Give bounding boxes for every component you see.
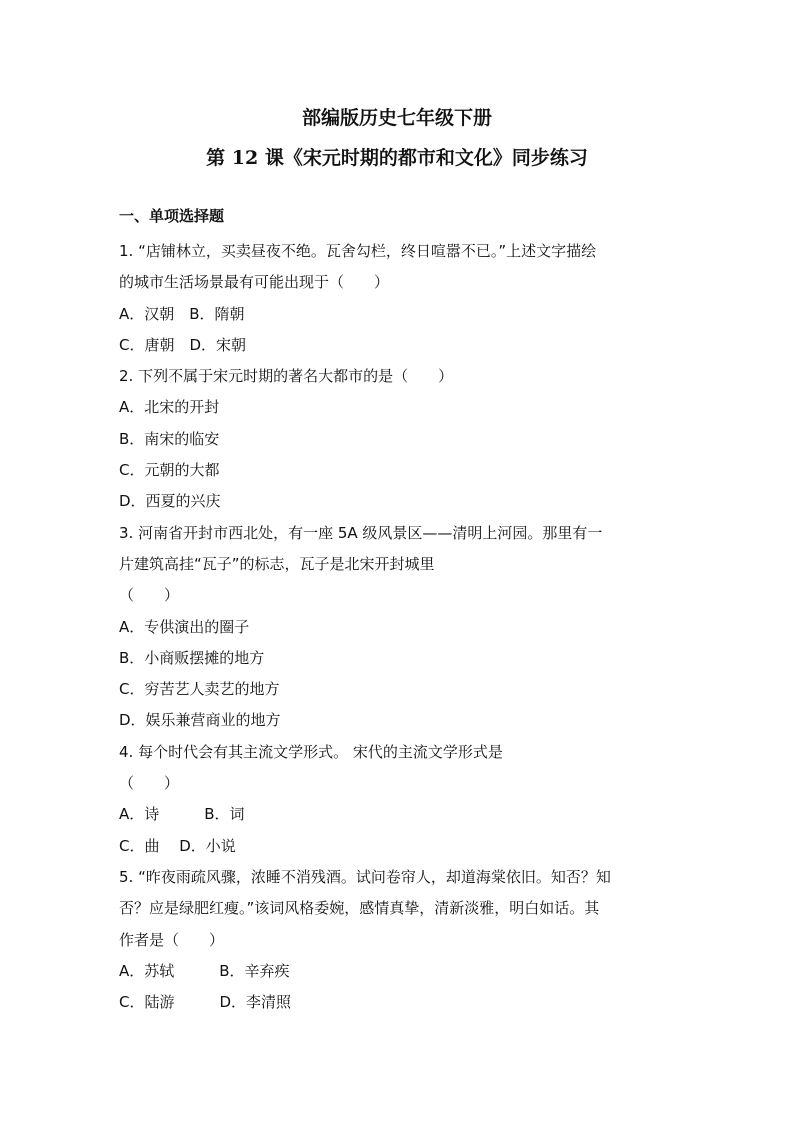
question-2-option-d: D．西夏的兴庆 [119,492,221,511]
question-5-options-ab: A．苏轼 B．辛弃疾 [119,961,290,980]
question-3-option-a: A．专供演出的圈子 [119,617,250,636]
question-5-options-cd: C．陆游 D．李清照 [119,993,292,1012]
question-3-option-c: C．穷苦艺人卖艺的地方 [119,680,280,699]
question-2-option-b: B．南宋的临安 [119,429,220,448]
question-5-stem-cont: 否？应是绿肥红瘦。”该词风格委婉，感情真挚，清新淡雅，明白如话。其 [119,899,600,918]
question-3-option-d: D．娱乐兼营商业的地方 [119,711,281,730]
question-5-stem-end: 作者是（ ） [119,930,225,949]
question-2-option-a: A．北宋的开封 [119,398,220,417]
question-1-options-cd: C．唐朝 D．宋朝 [119,335,247,354]
document-subtitle: 第 12 课《宋元时期的都市和文化》同步练习 [206,147,588,169]
question-4-options-cd: C．曲 D．小说 [119,836,236,855]
question-5-stem: 5. “昨夜雨疏风骤，浓睡不消残酒。试问卷帘人，却道海棠依旧。知否？知 [119,867,611,886]
section-heading: 一、单项选择题 [119,207,225,225]
question-2-option-c: C．元朝的大都 [119,461,220,480]
question-3-option-b: B．小商贩摆摊的地方 [119,648,265,667]
question-3-stem-cont: 片建筑高挂“瓦子”的标志，瓦子是北宋开封城里 [119,554,435,573]
document-title: 部编版历史七年级下册 [301,107,492,129]
question-3-blank: （ ） [119,586,180,605]
question-2-stem: 2. 下列不属于宋元时期的著名大都市的是（ ） [119,367,454,386]
question-4-blank: （ ） [119,774,180,793]
question-4-options-ab: A．诗 B．词 [119,805,245,824]
question-1-stem-cont: 的城市生活场景最有可能出现于（ ） [119,273,390,292]
question-1-stem: 1. “店铺林立，买卖昼夜不绝。瓦舍勾栏，终日喧嚣不已。”上述文字描绘 [119,242,597,260]
question-4-stem: 4. 每个时代会有其主流文学形式。 宋代的主流文学形式是 [119,742,503,761]
question-1-options-ab: A．汉朝 B．隋朝 [119,304,245,323]
question-3-stem: 3. 河南省开封市西北处，有一座 5A 级风景区——清明上河园。那里有一 [119,523,603,542]
question-list [119,236,679,1018]
